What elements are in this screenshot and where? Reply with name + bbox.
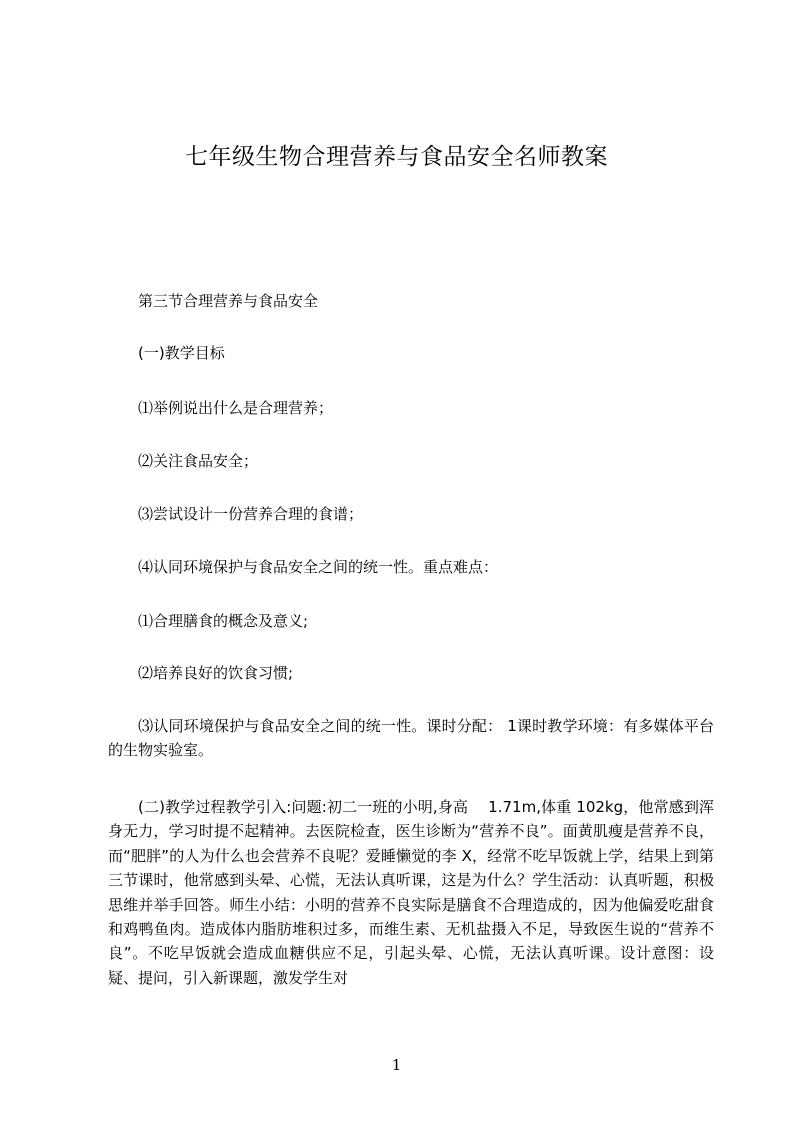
objectives-heading: (一)教学目标	[138, 344, 225, 362]
paragraph-schedule	[108, 714, 714, 763]
page-number: 1	[391, 1056, 402, 1074]
paragraph-teaching-process-text: (二)教学过程教学引入:问题:初二一班的小明,身高 1.71m,体重 102kg，他常感到浑身无力，学习时提不起精神。去医院检查，医生诊断为“营养不良”。面黄肌瘦是营养不良，而“肥胖”的人为什么也会营养不良呢？爱睡懒觉的李 X，经常不吃早饭就上学，结果上到第三节课时，他常感到头晕、心慌，无法认真听课，这是为什么？学生活动：认真听题，积极思维并举手回答。师生小结：小明的营养不良实际是膳食不合理造成的，因为他偏爱吃甜食和鸡鸭鱼肉。造成体内脂肪堆积过多，而维生素、无机盐摄入不足，导致医生说的“营养不良”。不吃早饭就会造成血糖供应不足，引起头晕、心慌，无法认真听课。设计意图：设疑、提问，引入新课题，激发学生对	[108, 798, 714, 987]
objective-item: ⑶尝试设计一份营养合理的食谱；	[138, 505, 364, 523]
key-point-item: ⑴合理膳食的概念及意义;	[138, 612, 309, 630]
objective-item: ⑴举例说出什么是合理营养；	[138, 399, 334, 417]
paragraph-schedule-text: ⑶认同环境保护与食品安全之间的统一性。课时分配： 1课时教学环境：有多媒体平台的生物实验室。	[108, 717, 714, 760]
paragraph-teaching-process	[108, 795, 714, 990]
objective-item: ⑵关注食品安全；	[138, 452, 259, 470]
objective-item: ⑷认同环境保护与食品安全之间的统一性。重点难点：	[138, 558, 499, 576]
key-point-item: ⑵培养良好的饮食习惯;	[138, 664, 294, 682]
document-title: 七年级生物合理营养与食品安全名师教案	[185, 144, 608, 170]
section-heading: 第三节合理营养与食品安全	[138, 292, 319, 310]
